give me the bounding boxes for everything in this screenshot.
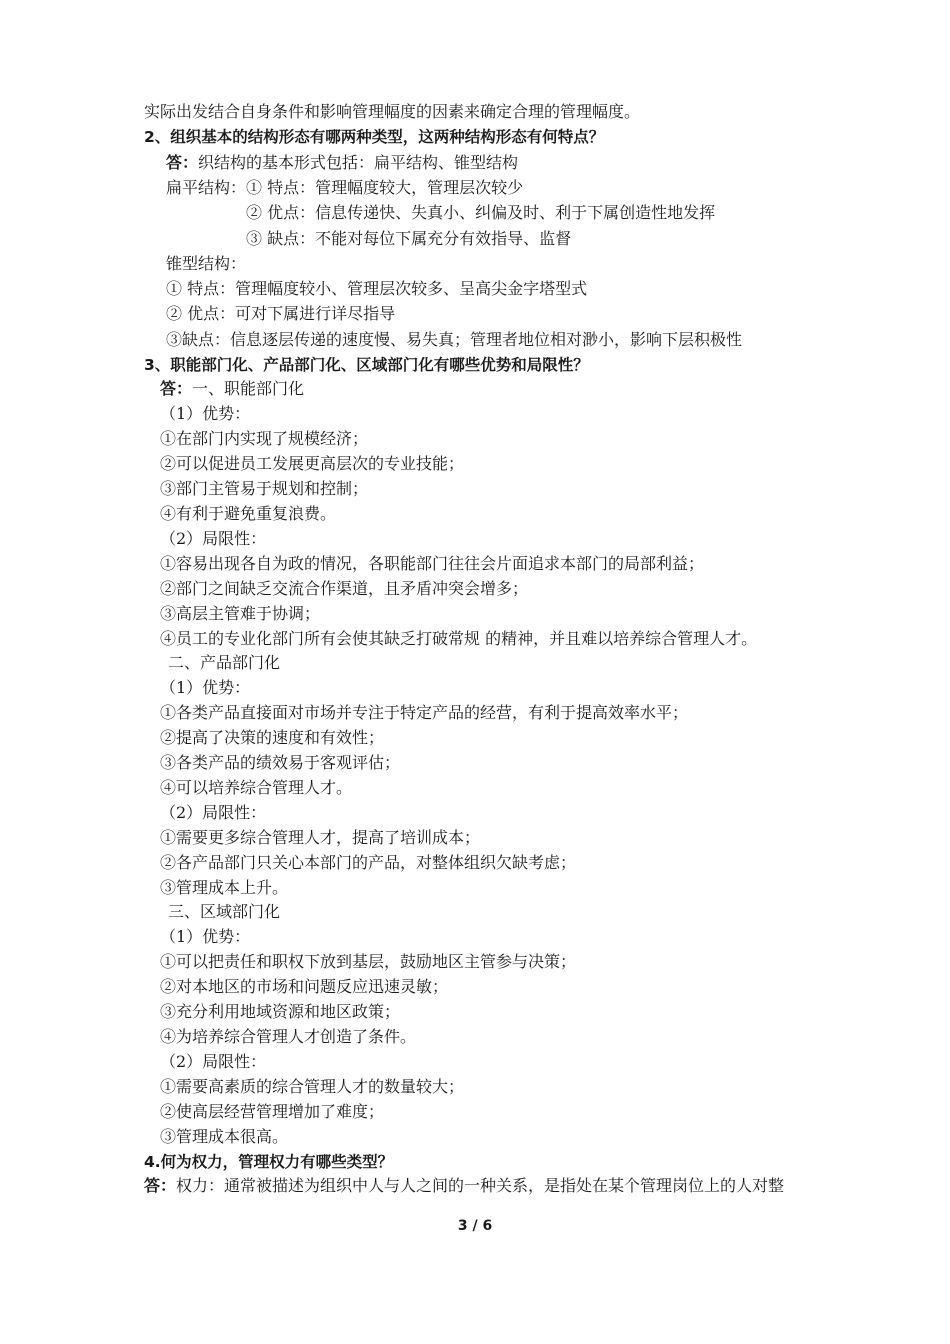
- text-line: ③缺点：信息逐层传递的速度慢、易失真；管理者地位相对渺小，影响下层积极性: [166, 330, 743, 349]
- text-line: ③充分利用地域资源和地区政策；: [160, 1002, 401, 1021]
- text-line: ①在部门内实现了规模经济；: [160, 429, 369, 448]
- text-line: ④为培养综合管理人才创造了条件。: [160, 1027, 417, 1046]
- text-line: ①容易出现各自为政的情况，各职能部门往往会片面追求本部门的局部利益；: [160, 554, 705, 573]
- text-line: （2）局限性：: [160, 529, 267, 548]
- text-line: ③ 缺点：不能对每位下属充分有效指导、监督: [246, 229, 572, 248]
- text-line: ①需要高素质的综合管理人才的数量较大；: [160, 1077, 465, 1096]
- total-pages: 6: [482, 1218, 493, 1234]
- text-line: （2）局限性：: [160, 1052, 267, 1071]
- text-line: ④可以培养综合管理人才。: [160, 778, 353, 797]
- question-heading: 3、职能部门化、产品部门化、区域部门化有哪些优势和局限性？: [144, 356, 589, 374]
- answer-line: [160, 378, 304, 400]
- answer-line: [144, 1175, 784, 1197]
- text-line: 实际出发结合自身条件和影响管理幅度的因素来确定合理的管理幅度。: [144, 102, 641, 121]
- section-heading: 三、区域部门化: [168, 902, 281, 921]
- text-line: ② 优点：可对下属进行详尽指导: [166, 304, 396, 323]
- text-line: ①可以把责任和职权下放到基层，鼓励地区主管参与决策；: [160, 952, 577, 971]
- text-line: ②对本地区的市场和问题反应迅速灵敏；: [160, 977, 449, 996]
- text-line: ②使高层经营管理增加了难度；: [160, 1102, 385, 1121]
- text-line: ①各类产品直接面对市场并专注于特定产品的经营，有利于提高效率水平；: [160, 703, 689, 722]
- text-line: ②提高了决策的速度和有效性；: [160, 728, 385, 747]
- question-heading: 4.何为权力，管理权力有哪些类型？: [144, 1153, 394, 1171]
- answer-text: 权力：通常被描述为组织中人与人之间的一种关系，是指处在某个管理岗位上的人对整: [176, 1176, 785, 1195]
- answer-text: 织结构的基本形式包括：扁平结构、锥型结构: [198, 153, 519, 172]
- text-line: ①需要更多综合管理人才，提高了培训成本；: [160, 828, 481, 847]
- text-line: ②部门之间缺乏交流合作渠道，且矛盾冲突会增多；: [160, 579, 529, 598]
- text-line: （1）优势：: [160, 927, 251, 946]
- answer-text: 一、职能部门化: [192, 379, 305, 398]
- text-line: ② 优点：信息传递快、失真小、纠偏及时、利于下属创造性地发挥: [246, 203, 716, 222]
- text-line: ③各类产品的绩效易于客观评估；: [160, 753, 401, 772]
- answer-label: 答：: [166, 153, 199, 172]
- answer-label: 答：: [144, 1176, 177, 1195]
- text-line: ②各产品部门只关心本部门的产品，对整体组织欠缺考虑；: [160, 853, 577, 872]
- text-line: ④员工的专业化部门所有会使其缺乏打破常规 的精神，并且难以培养综合管理人才。: [160, 629, 758, 648]
- section-heading: 二、产品部门化: [168, 653, 281, 672]
- page-number: [0, 1218, 950, 1234]
- answer-line: [166, 152, 518, 174]
- text-line: ③管理成本上升。: [160, 878, 289, 897]
- text-line: ③部门主管易于规划和控制；: [160, 479, 369, 498]
- page-separator: /: [472, 1218, 478, 1234]
- question-heading: 2、组织基本的结构形态有哪两种类型，这两种结构形态有何特点？: [144, 128, 605, 146]
- text-line: ① 特点：管理幅度较小、管理层次较多、呈高尖金字塔型式: [166, 279, 588, 298]
- text-line: （1）优势：: [160, 404, 251, 423]
- text-line: （1）优势：: [160, 678, 251, 697]
- text-line: 扁平结构：① 特点：管理幅度较大，管理层次较少: [166, 178, 524, 197]
- text-line: ②可以促进员工发展更高层次的专业技能；: [160, 454, 465, 473]
- text-line: （2）局限性：: [160, 803, 267, 822]
- answer-label: 答：: [160, 379, 193, 398]
- text-line: ④有利于避免重复浪费。: [160, 504, 337, 523]
- text-line: 锥型结构：: [166, 254, 247, 273]
- current-page: 3: [457, 1218, 468, 1234]
- text-line: ③管理成本很高。: [160, 1127, 289, 1146]
- text-line: ③高层主管难于协调；: [160, 604, 321, 623]
